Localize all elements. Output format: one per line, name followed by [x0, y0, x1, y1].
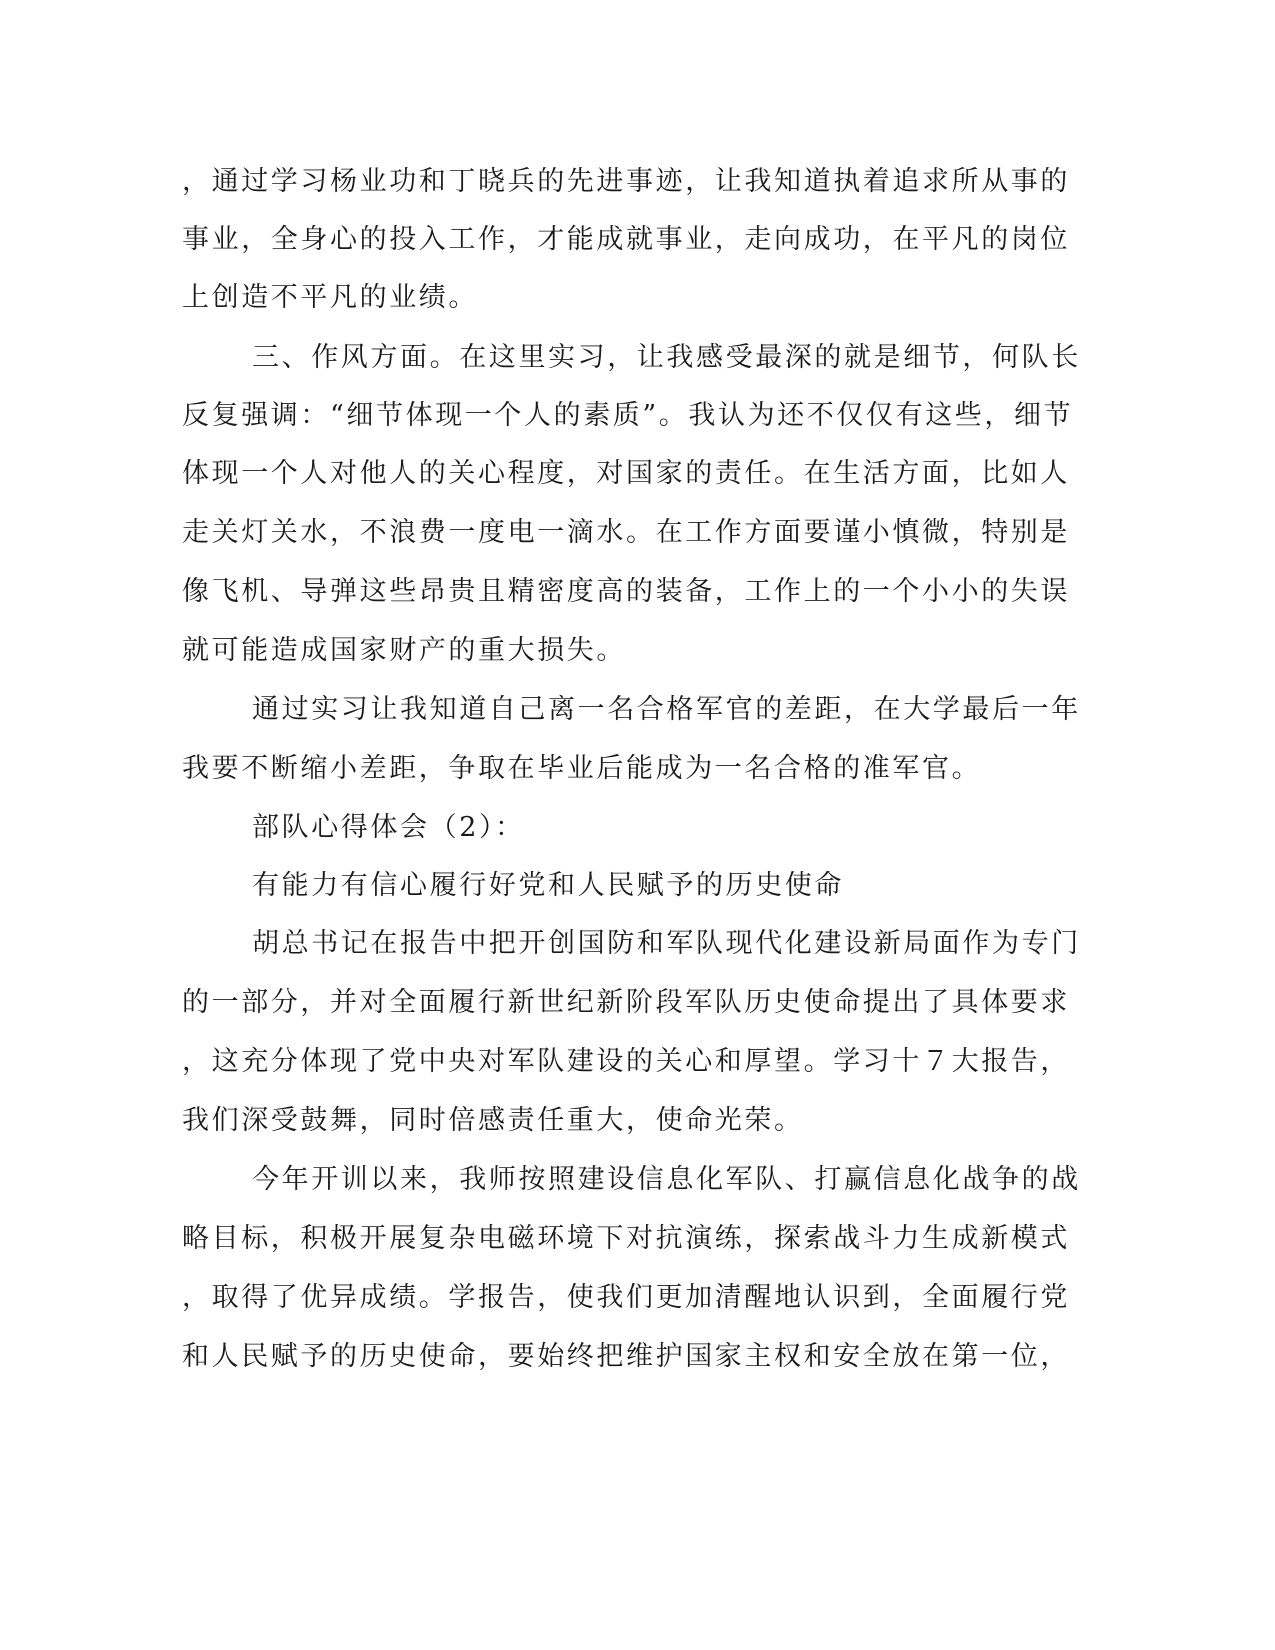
text-line: 和人民赋予的历史使命，要始终把维护国家主权和安全放在第一位，	[182, 1341, 1070, 1372]
text-line: 反复强调：“细节体现一个人的素质”。我认为还不仅仅有这些，细节	[182, 400, 1074, 431]
paragraph-start: 今年开训以来，我师按照建设信息化军队、打赢信息化战争的战	[252, 1164, 1081, 1195]
paragraph-start: 通过实习让我知道自己离一名合格军官的差距，在大学最后一年	[252, 694, 1081, 725]
text-line: 我们深受鼓舞，同时倍感责任重大，使命光荣。	[182, 1105, 804, 1136]
text-line: ，取得了优异成绩。学报告，使我们更加清醒地认识到，全面履行党	[182, 1282, 1070, 1313]
text-line: 就可能造成国家财产的重大损失。	[182, 635, 626, 666]
text-line: 像飞机、导弹这些昂贵且精密度高的装备，工作上的一个小小的失误	[182, 576, 1070, 607]
text-line: 走关灯关水，不浪费一度电一滴水。在工作方面要谨小慎微，特别是	[182, 517, 1070, 548]
text-line: 我要不断缩小差距，争取在毕业后能成为一名合格的准军官。	[182, 753, 982, 784]
paragraph-start: 胡总书记在报告中把开创国防和军队现代化建设新局面作为专门	[252, 928, 1081, 959]
text-line: 上创造不平凡的业绩。	[182, 282, 478, 313]
section-heading: 部队心得体会（2）：	[252, 812, 525, 843]
text-line: 事业，全身心的投入工作，才能成就事业，走向成功，在平凡的岗位	[182, 224, 1070, 255]
text-line: 体现一个人对他人的关心程度，对国家的责任。在生活方面，比如人	[182, 458, 1070, 489]
text-line: ，通过学习杨业功和丁晓兵的先进事迹，让我知道执着追求所从事的	[182, 166, 1070, 197]
paragraph-start: 三、作风方面。在这里实习，让我感受最深的就是细节，何队长	[252, 342, 1081, 373]
text-line: ，这充分体现了党中央对军队建设的关心和厚望。学习十７大报告，	[182, 1046, 1070, 1077]
article-title: 有能力有信心履行好党和人民赋予的历史使命	[252, 870, 844, 901]
text-line: 略目标，积极开展复杂电磁环境下对抗演练，探索战斗力生成新模式	[182, 1223, 1070, 1254]
text-line: 的一部分，并对全面履行新世纪新阶段军队历史使命提出了具体要求	[182, 987, 1070, 1018]
